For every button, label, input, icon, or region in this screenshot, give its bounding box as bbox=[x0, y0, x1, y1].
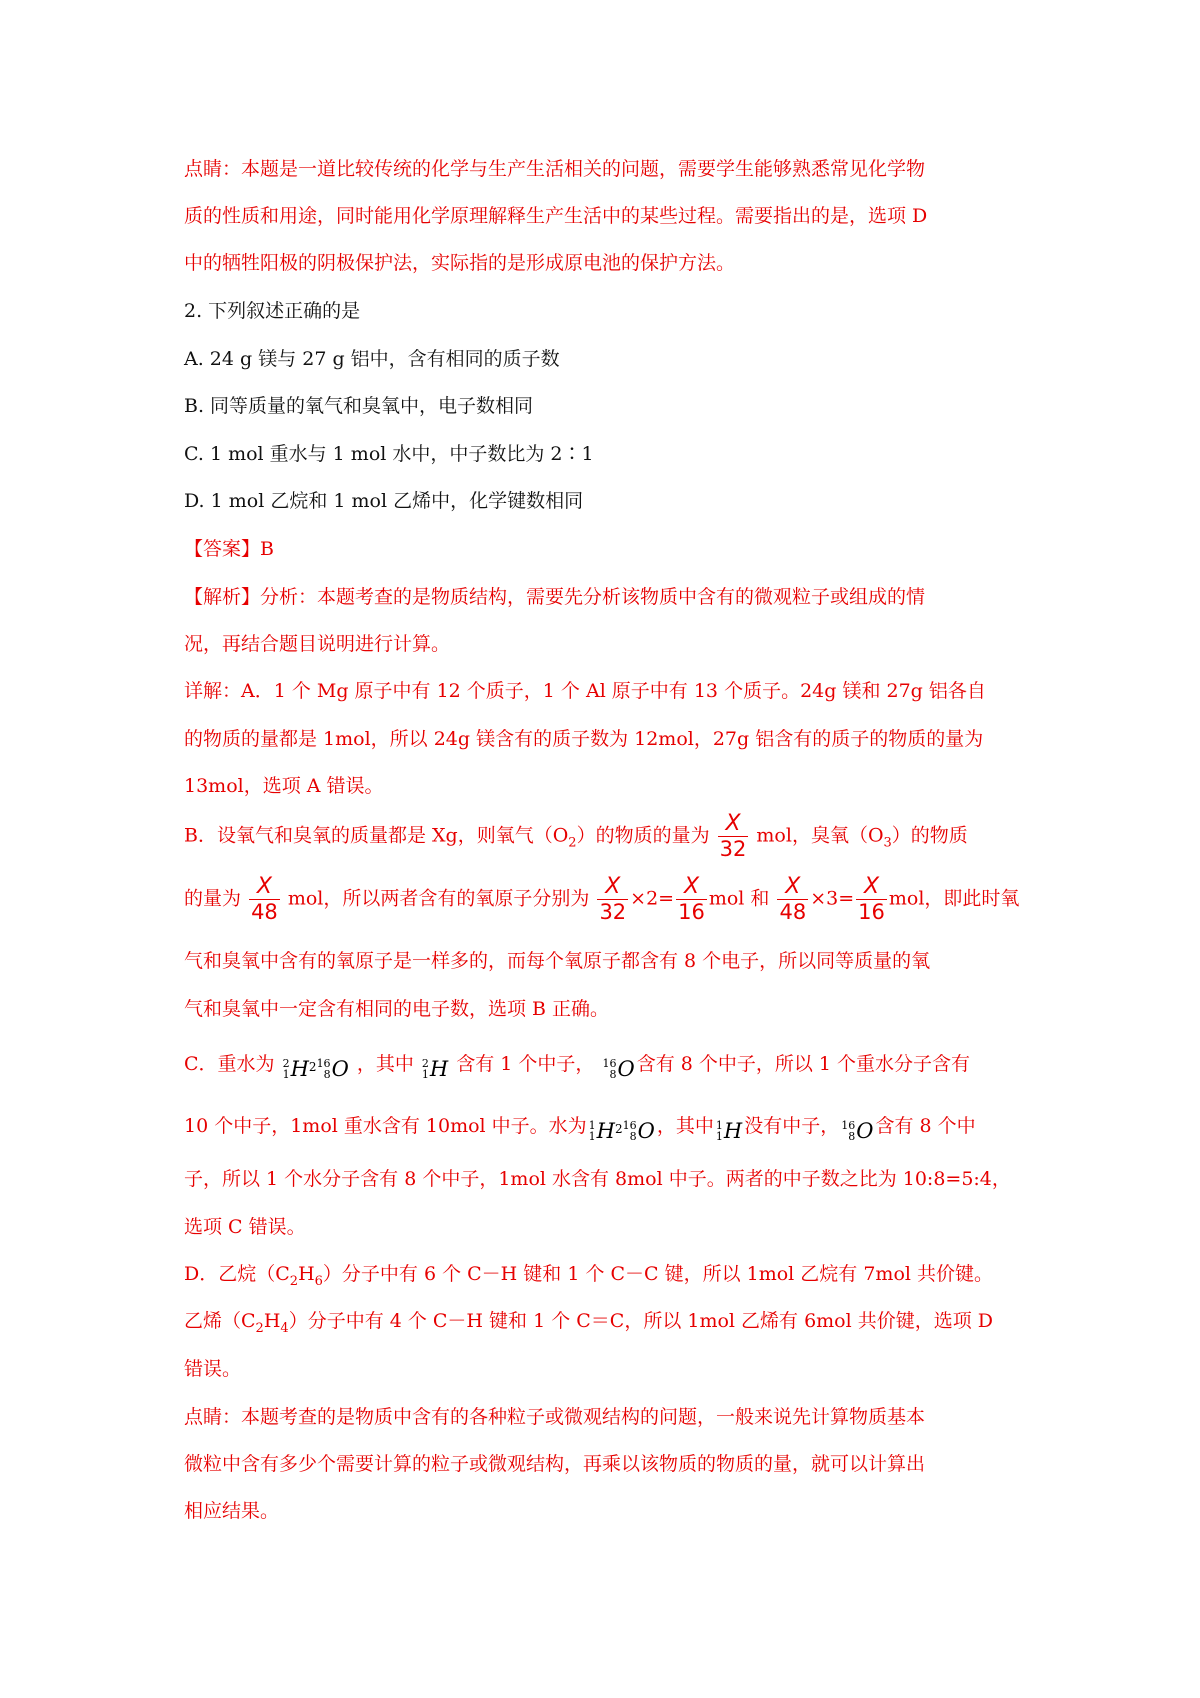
detail-d-line-1: D．乙烷$(C_2H_6)$分子中有 6 个 C－H 键和 1 个 C－C 键，所以 1mol 乙烷有 7mol 共价键。 bbox=[184, 1263, 993, 1289]
detail-c-line-3: 子，所以 1 个水分子含有 8 个中子，1mol 水含有 8mol 中子。两者的中子数之比为 10:8=5:4， bbox=[184, 1168, 1011, 1190]
oxygen-16-symbol: 16 8 O bbox=[841, 1118, 874, 1143]
option-a: A. 24 g 镁与 27 g 铝中，含有相同的质子数 bbox=[184, 348, 560, 370]
oxygen-16-symbol: 16 8 O bbox=[602, 1056, 635, 1081]
water-formula: 1 1 H $_2$ 16 8 O bbox=[588, 1118, 655, 1143]
detail-c-line-1: C．重水为 2 1 H $_2$ 16 8 O ，其中 2 1 H 含有 1 个中子， 16 8 O 含有 8 个中子，所以 1 个重水分子含有 bbox=[184, 1050, 970, 1080]
analysis-line-2: 况，再结合题目说明进行计算。 bbox=[184, 633, 451, 655]
option-d: D. 1 mol 乙烷和 1 mol 乙烯中，化学键数相同 bbox=[184, 490, 584, 512]
fraction-x-over-32: $\frac{X}{32}$ bbox=[599, 874, 627, 924]
comment-1-line-3: 中的牺牲阳极的阴极保护法，实际指的是形成原电池的保护方法。 bbox=[184, 252, 736, 274]
detail-b-line-4: 气和臭氧中一定含有相同的电子数，选项 B 正确。 bbox=[184, 998, 610, 1020]
comment-2-line-2: 微粒中含有多少个需要计算的粒子或微观结构，再乘以该物质的物质的量，就可以计算出 bbox=[184, 1453, 926, 1475]
detail-b-line-2: 的量为 $\frac{X}{48}$ mol，所以两者含有的氧原子分别为 $\frac{X}{32}$ ×2= $\frac{X}{16}$ mol 和 $\frac{X}{48}$ ×3= $\frac{X}{16}$ mol，即此时氧 bbox=[184, 874, 1020, 924]
detail-c-line-2: 10 个中子，1mol 重水含有 10mol 中子。水为 1 1 H $_2$ 16 8 O ，其中 1 1 H 没有中子， 16 8 O 含有 8 个中 bbox=[184, 1112, 976, 1142]
comment-1-line-1: 点睛：本题是一道比较传统的化学与生产生活相关的问题，需要学生能够熟悉常见化学物 bbox=[184, 158, 926, 180]
question-stem: 2. 下列叙述正确的是 bbox=[184, 300, 361, 322]
detail-d-line-3: 错误。 bbox=[184, 1358, 242, 1380]
detail-a-line-3: 13mol，选项 A 错误。 bbox=[184, 775, 384, 797]
detail-d-line-2: 乙烯$(C_2H_4)$分子中有 4 个 C－H 键和 1 个 C＝C，所以 1mol 乙烯有 6mol 共价键，选项 D bbox=[184, 1310, 993, 1336]
detail-a-line-2: 的物质的量都是 1mol，所以 24g 镁含有的质子数为 12mol，27g 铝含有的质子的物质的量为 bbox=[184, 728, 984, 750]
option-b: B. 同等质量的氧气和臭氧中，电子数相同 bbox=[184, 395, 534, 417]
fraction-x-over-16: $\frac{X}{16}$ bbox=[678, 874, 705, 924]
fraction-x-over-16: $\frac{X}{16}$ bbox=[858, 874, 885, 924]
fraction-x-over-48: $\frac{X}{48}$ bbox=[779, 874, 807, 924]
detail-b-line-3: 气和臭氧中含有的氧原子是一样多的，而每个氧原子都含有 8 个电子，所以同等质量的氧 bbox=[184, 950, 931, 972]
detail-c-line-4: 选项 C 错误。 bbox=[184, 1216, 306, 1238]
heavy-water-formula: 2 1 H $_2$ 16 8 O bbox=[282, 1056, 349, 1081]
answer-label: 【答案】B bbox=[184, 538, 274, 560]
fraction-x-over-48: $\frac{X}{48}$ bbox=[251, 874, 278, 924]
fraction-x-over-32: $\frac{X}{32}$ bbox=[719, 811, 747, 861]
comment-2-line-1: 点睛：本题考查的是物质中含有的各种粒子或微观结构的问题，一般来说先计算物质基本 bbox=[184, 1406, 926, 1428]
option-c: C. 1 mol 重水与 1 mol 水中，中子数比为 2∶1 bbox=[184, 443, 594, 465]
detail-a-line-1: 详解：A．1 个 Mg 原子中有 12 个质子，1 个 Al 原子中有 13 个质子。24g 镁和 27g 铝各自 bbox=[184, 680, 986, 702]
protium-symbol: 1 1 H bbox=[715, 1118, 743, 1143]
detail-b-line-1: B．设氧气和臭氧的质量都是 Xg，则氧气$(O_2)$的物质的量为 $\frac{X}{32}$ mol，臭氧$(O_3)$的物质 bbox=[184, 811, 968, 861]
comment-2-line-3: 相应结果。 bbox=[184, 1500, 280, 1522]
analysis-line-1: 【解析】分析：本题考查的是物质结构，需要先分析该物质中含有的微观粒子或组成的情 bbox=[184, 586, 926, 608]
comment-1-line-2: 质的性质和用途，同时能用化学原理解释生产生活中的某些过程。需要指出的是，选项 D bbox=[184, 205, 928, 227]
deuterium-symbol: 2 1 H bbox=[421, 1056, 449, 1081]
